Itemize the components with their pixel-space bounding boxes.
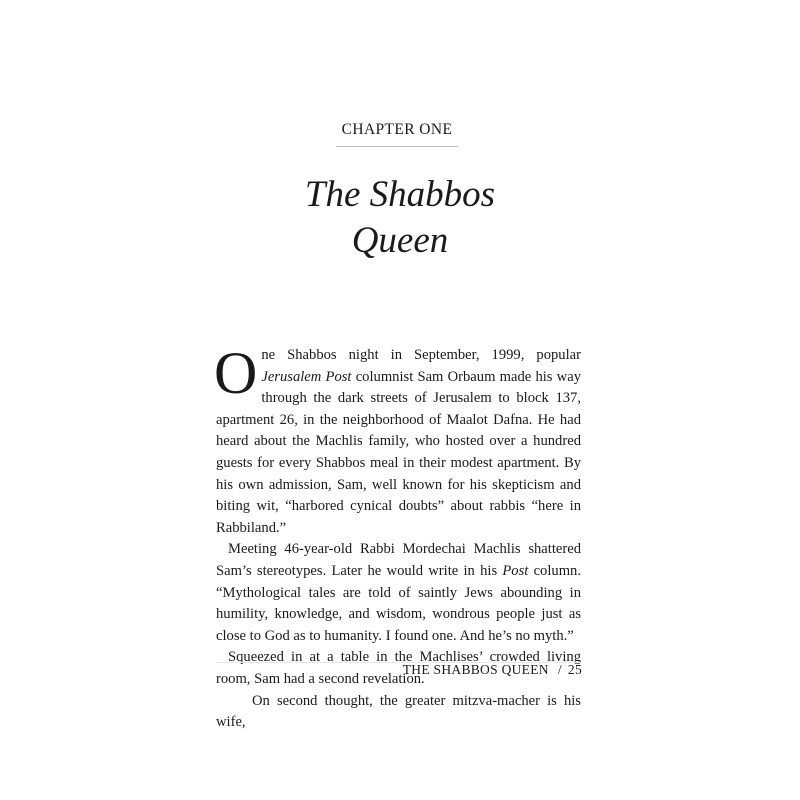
chapter-title-line-2: Queen — [351, 220, 449, 261]
running-head-separator: / — [557, 662, 562, 677]
paragraph-1-text-b: columnist Sam Orbaum made his way through the dark streets of Jerusalem to block 137, apartment 26, in the neighborhood of Maalot Dafna. He had heard about the Machlis family, who hosted over a hundred guests for every Shabbos meal in their modest apartment. By his own admission, Sam, well known for his skepticism and biting wit, “harbored cynical doubts” about rabbis “here in Rabbiland.” — [216, 368, 582, 536]
running-head — [300, 662, 582, 678]
paragraph-1-text-a: ne Shabbos night in September, 1999, popular — [261, 347, 581, 363]
chapter-title — [200, 172, 600, 264]
paragraph-2-text-a: Meeting 46-year-old Rabbi Mordechai Machlis shattered Sam’s stereotypes. Later he would write in his — [216, 541, 581, 579]
paragraph-2 — [216, 539, 581, 647]
paragraph-1 — [214, 340, 582, 539]
running-head-title: THE SHABBOS QUEEN — [402, 662, 549, 677]
chapter-title-line-1: The Shabbos — [304, 174, 496, 215]
chapter-label: CHAPTER ONE — [341, 121, 453, 138]
paragraph-2-italic: Post — [502, 562, 529, 579]
paragraph-4: On second thought, the greater mitzva-macher is his wife, — [216, 692, 581, 731]
paragraph-3: Squeezed in at a table in the Machlises’ crowded living room, Sam had a second revelation. — [216, 649, 581, 687]
chapter-label-rule — [336, 146, 458, 147]
paragraph-2-text-b: column. “Mythological tales are told of saintly Jews abounding in humility, knowledge, and wisdom, wondrous people just as close to God as to humanity. I found one. And he’s no myth.” — [216, 562, 581, 644]
page-number: 25 — [567, 662, 582, 677]
paragraph-1-italic: Jerusalem Post — [261, 368, 352, 385]
drop-cap: O — [214, 340, 258, 406]
